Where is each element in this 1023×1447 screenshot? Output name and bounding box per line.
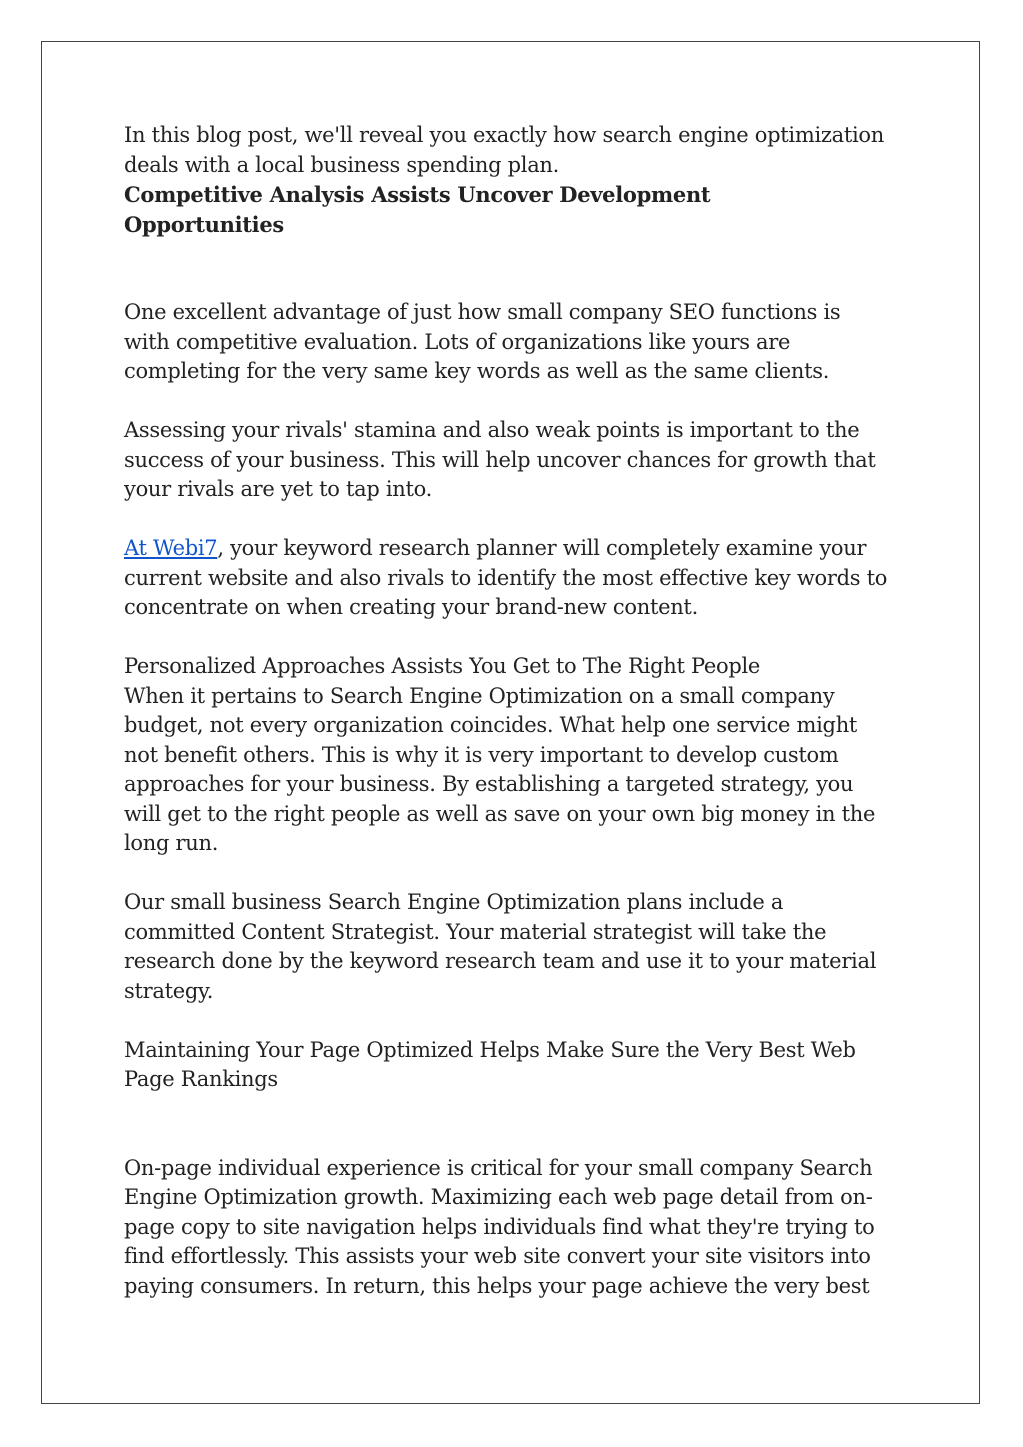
paragraph-content-strategist (124, 888, 904, 1006)
text-line: approaches for your business. By establishing a targeted strategy, you (124, 772, 854, 796)
text-line: concentrate on when creating your brand-new content. (124, 595, 698, 619)
heading-line: Page Rankings (124, 1067, 278, 1091)
text-line: Personalized Approaches Assists You Get to The Right People (124, 654, 761, 678)
text-line: strategy. (124, 978, 214, 1003)
text-line: find effortlessly. This assists your web site convert your site visitors into (124, 1244, 871, 1268)
text-line: research done by the keyword research team and use it to your material (124, 949, 877, 973)
text-line: page copy to site navigation helps individuals find what they're trying to (124, 1214, 875, 1239)
text-line: Engine Optimization growth. Maximizing each web page detail from on- (124, 1185, 873, 1209)
text-line: deals with a local business spending plan. (124, 152, 560, 177)
text-line: One excellent advantage of just how small company SEO functions is (124, 300, 841, 324)
text-line: Our small business Search Engine Optimization plans include a (124, 890, 784, 914)
text-line: committed Content Strategist. Your material strategist will take the (124, 919, 827, 944)
paragraph-rivals (124, 416, 904, 505)
heading-line: Maintaining Your Page Optimized Helps Make Sure the Very Best Web (124, 1037, 856, 1062)
text-line: not benefit others. This is why it is very important to develop custom (124, 742, 839, 767)
text-line: current website and also rivals to identify the most effective key words to (124, 565, 888, 590)
webi7-link[interactable]: At Webi7 (124, 536, 218, 560)
page-frame (41, 41, 980, 1404)
text-line: paying consumers. In return, this helps your page achieve the very best (124, 1273, 870, 1298)
text-line: On-page individual experience is critical for your small company Search (124, 1155, 873, 1180)
text-line: success of your business. This will help uncover chances for growth that (124, 447, 876, 472)
text-line: with competitive evaluation. Lots of organizations like yours are (124, 329, 791, 354)
text-line: your rivals are yet to tap into. (124, 477, 432, 501)
text-line: When it pertains to Search Engine Optimization on a small company (124, 683, 835, 708)
text-line: long run. (124, 831, 219, 855)
intro-paragraph (124, 121, 904, 180)
paragraph-personalized-approaches (124, 652, 904, 859)
text-fragment: , your keyword research planner will completely examine your (217, 536, 867, 560)
text-line (124, 534, 904, 564)
text-line: will get to the right people as well as save on your own big money in the (124, 801, 876, 826)
paragraph-competitive-evaluation (124, 298, 904, 387)
section-heading-page-optimized (124, 1036, 904, 1095)
section-heading-competitive-analysis (124, 180, 904, 239)
text-line: In this blog post, we'll reveal you exactly how search engine optimization (124, 123, 884, 147)
text-line: budget, not every organization coincides. What help one service might (124, 713, 858, 737)
paragraph-on-page-experience (124, 1154, 904, 1302)
paragraph-webi7 (124, 534, 904, 623)
document-body (124, 121, 904, 1301)
text-line: Assessing your rivals' stamina and also weak points is important to the (124, 418, 860, 442)
text-line: completing for the very same key words as well as the same clients. (124, 359, 830, 383)
heading-line: Opportunities (124, 211, 284, 237)
heading-line: Competitive Analysis Assists Uncover Development (124, 182, 711, 207)
